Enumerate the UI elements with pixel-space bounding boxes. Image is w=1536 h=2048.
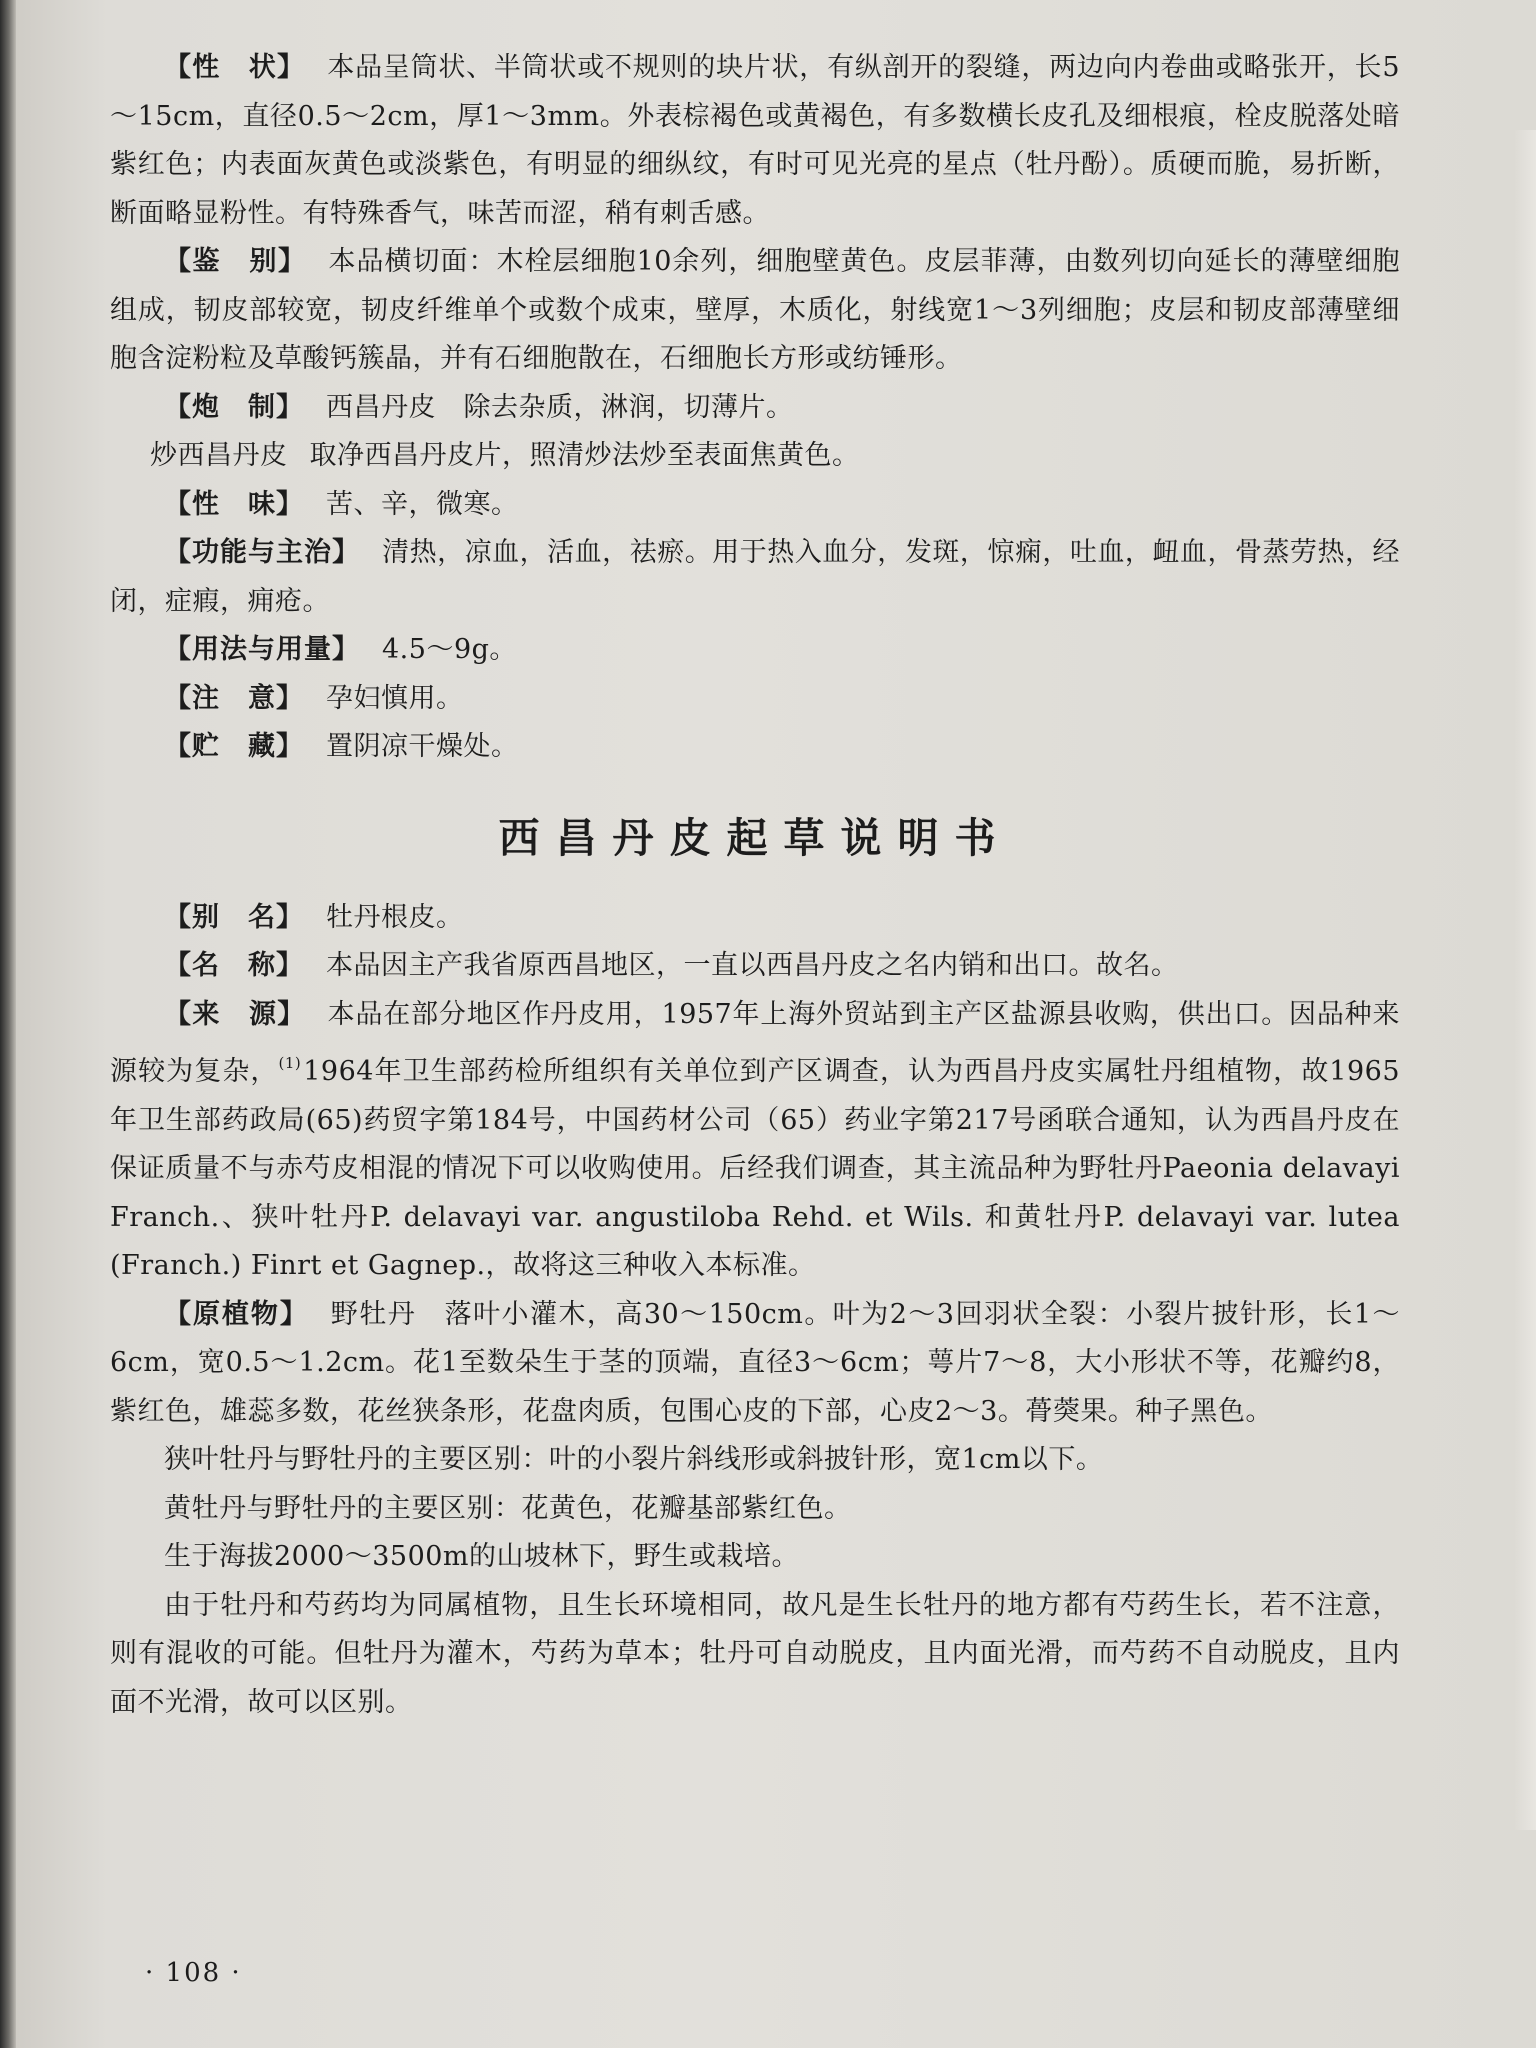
reference-marker: (1)	[278, 1054, 302, 1072]
section-text: 野牡丹 落叶小灌木，高30～150cm。叶为2～3回羽状全裂：小裂片披针形，长1～6cm，宽0.5～1.2cm。花1至数朵生于茎的顶端，直径3～6cm；萼片7～8，大小形状不等，花瓣约8，紫红色，雄蕊多数，花丝狭条形，花盘肉质，包围心皮的下部，心皮2～3。蓇葖果。种子黑色。	[110, 1298, 1400, 1427]
section-text: 本品在部分地区作丹皮用，1957年上海外贸站到主产区盐源县收购，供出口。因品种来源较为复杂，	[110, 998, 1400, 1087]
section-properties	[110, 44, 1400, 238]
section-processing-fried	[110, 432, 1400, 481]
section-alias	[110, 894, 1400, 943]
section-label: 【注 意】	[164, 682, 304, 714]
section-taste	[110, 481, 1400, 530]
section-label: 【性 味】	[164, 488, 304, 520]
book-spine-shadow	[0, 0, 16, 2048]
section-text: 本品因主产我省原西昌地区，一直以西昌丹皮之名内销和出口。故名。	[326, 950, 1179, 981]
section-text: 西昌丹皮 除去杂质，淋润，切薄片。	[326, 391, 794, 423]
section-text: 牡丹根皮。	[326, 901, 464, 933]
section-label: 【用法与用量】	[164, 634, 360, 665]
section-text: 取净西昌丹皮片，照清炒法炒至表面焦黄色。	[309, 440, 860, 471]
section-label: 【原植物】	[164, 1298, 309, 1330]
section-label: 【鉴 别】	[164, 246, 307, 277]
section-processing	[110, 384, 1400, 433]
section-caution	[110, 675, 1400, 724]
paragraph-habitat: 生于海拔2000～3500m的山坡林下，野生或栽培。	[164, 1541, 800, 1572]
section-label: 炒西昌丹皮	[150, 440, 288, 471]
page-heading: 西昌丹皮起草说明书	[498, 813, 1012, 862]
section-label: 【来 源】	[164, 998, 306, 1030]
section-original-plant	[110, 1291, 1400, 1437]
paragraph-narrow-leaf: 狭叶牡丹与野牡丹的主要区别：叶的小裂片斜线形或斜披针形，宽1cm以下。	[164, 1444, 1104, 1475]
section-label: 【性 状】	[164, 52, 306, 83]
section-functions	[110, 529, 1400, 626]
section-dosage	[110, 626, 1400, 675]
section-text: 本品呈筒状、半筒状或不规则的块片状，有纵剖开的裂缝，两边向内卷曲或略张开，长5～15cm，直径0.5～2cm，厚1～3mm。外表棕褐色或黄褐色，有多数横长皮孔及细根痕，栓皮脱落处暗紫红色；内表面灰黄色或淡紫色，有明显的细纵纹，有时可见光亮的星点（牡丹酚）。质硬而脆，易折断，断面略显粉性。有特殊香气，味苦而涩，稍有刺舌感。	[110, 52, 1401, 229]
section-label: 【贮 藏】	[164, 731, 304, 762]
section-text: 4.5～9g。	[382, 634, 517, 665]
section-label: 【名 称】	[164, 950, 304, 981]
section-label: 【功能与主治】	[164, 537, 361, 568]
section-text: 1964年卫生部药检所组织有关单位到产区调查，认为西昌丹皮实属牡丹组植物，故1965年卫生部药政局(65)药贸字第184号，中国药材公司（65）药业字第217号函联合通知，认为西昌丹皮在保证质量不与赤芍皮相混的情况下可以收购使用。后经我们调查，其主流品种为野牡丹Paeonia delavayi Franch.、狭叶牡丹P. delavayi var. angustiloba Rehd. et Wils. 和黄牡丹P. delavayi var. lutea (Franch.) Finrt et Gagnep.，故将这三种收入本标准。	[110, 1056, 1401, 1281]
section-identification	[110, 238, 1400, 384]
section-text: 置阴凉干燥处。	[326, 731, 519, 762]
section-storage	[110, 723, 1400, 772]
section-label: 【炮 制】	[164, 391, 304, 423]
page-edge	[1514, 130, 1536, 1830]
section-text: 孕妇慎用。	[326, 682, 464, 714]
section-text: 苦、辛，微寒。	[326, 488, 519, 520]
page-number: · 108 ·	[145, 1958, 242, 1988]
section-source	[110, 991, 1400, 1291]
page-content	[110, 44, 1400, 1727]
paragraph-distinction: 由于牡丹和芍药均为同属植物，且生长环境相同，故凡是生长牡丹的地方都有芍药生长，若不注意，则有混收的可能。但牡丹为灌木，芍药为草本；牡丹可自动脱皮，且内面光滑，而芍药不自动脱皮，且内面不光滑，故可以区别。	[110, 1589, 1400, 1718]
section-label: 【别 名】	[164, 901, 304, 933]
paragraph-yellow-peony: 黄牡丹与野牡丹的主要区别：花黄色，花瓣基部紫红色。	[164, 1492, 852, 1524]
section-text: 本品横切面：木栓层细胞10余列，细胞壁黄色。皮层菲薄，由数列切向延长的薄壁细胞组成，韧皮部较宽，韧皮纤维单个或数个成束，壁厚，木质化，射线宽1～3列细胞；皮层和韧皮部薄壁细胞含淀粉粒及草酸钙簇晶，并有石细胞散在，石细胞长方形或纺锤形。	[110, 246, 1401, 374]
section-text: 清热，凉血，活血，祛瘀。用于热入血分，发斑，惊痫，吐血，衄血，骨蒸劳热，经闭，症瘕，痈疮。	[110, 537, 1401, 617]
section-name	[110, 942, 1400, 991]
